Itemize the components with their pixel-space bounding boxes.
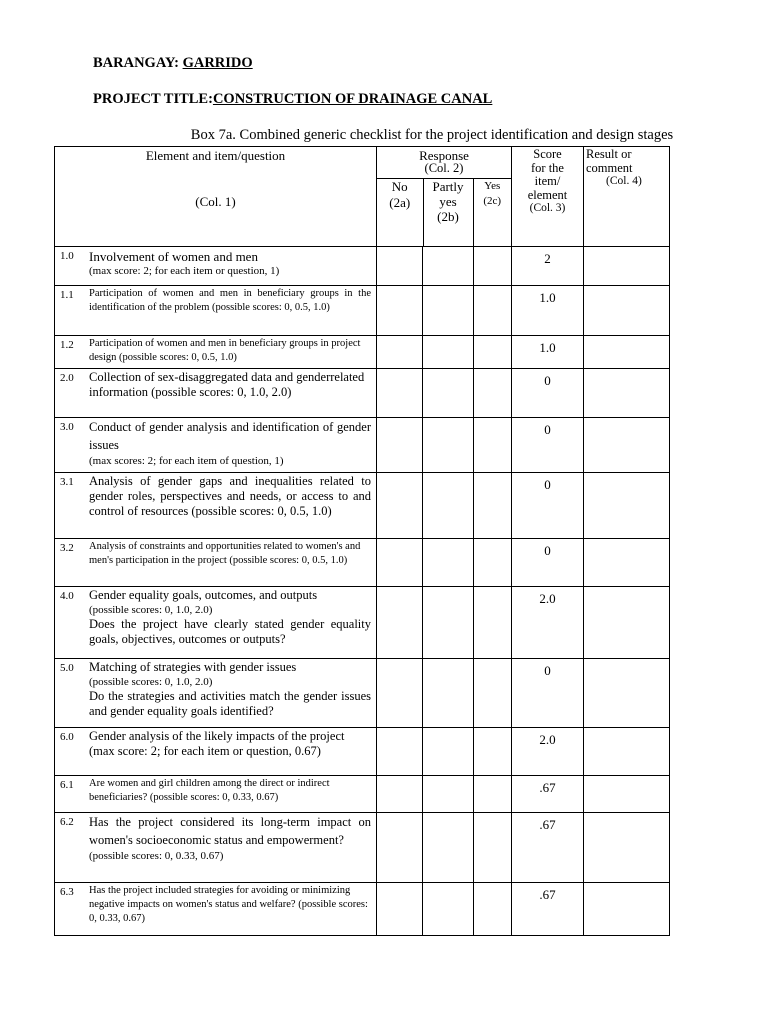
yes-cell (473, 285, 511, 335)
comment-cell (584, 417, 670, 472)
yes-cell (473, 586, 511, 658)
element-cell: 3.0 Conduct of gender analysis and identification of gender issues (max scores: 2; for each item of question, 1) (55, 417, 377, 472)
comment-cell (584, 368, 670, 417)
score-cell: 2.0 (512, 586, 584, 658)
yes-cell (473, 472, 511, 538)
element-cell: 6.3 Has the project included strategies for avoiding or minimizing negative impacts on women's status and welfare? (possible scores: 0, 0.33, 0.67) (55, 882, 377, 935)
no-cell (377, 285, 423, 335)
comment-cell (584, 335, 670, 368)
table-row (55, 658, 670, 727)
score-cell: .67 (512, 775, 584, 812)
yes-cell (473, 335, 511, 368)
table-row (55, 335, 670, 368)
table-row (55, 812, 670, 882)
table-row (55, 246, 670, 285)
partly-cell (423, 335, 473, 368)
comment-cell (584, 246, 670, 285)
no-cell (377, 775, 423, 812)
col2-label: (Col. 2) (424, 161, 464, 175)
score-cell: 2.0 (512, 727, 584, 775)
project-title-label: PROJECT TITLE: (93, 91, 213, 107)
table-row (55, 727, 670, 775)
element-cell: 5.0 Matching of strategies with gender issues (possible scores: 0, 1.0, 2.0) Do the strategies and activities match the gender issues and gender equality goals identified? (55, 658, 377, 727)
partly-cell (423, 882, 473, 935)
yes-cell (473, 658, 511, 727)
yes-cell (473, 246, 511, 285)
checklist-table (54, 146, 670, 936)
element-cell: 1.0 Involvement of women and men (max score: 2; for each item or question, 1) (55, 246, 377, 285)
comment-cell (584, 727, 670, 775)
element-header-text: Element and item/question (145, 148, 286, 163)
no-cell (377, 727, 423, 775)
element-cell: 2.0 Collection of sex-disaggregated data and genderrelated information (possible scores: 0, 1.0, 2.0) (55, 368, 377, 417)
table-row (55, 775, 670, 812)
score-cell: 0 (512, 417, 584, 472)
partly-cell (423, 727, 473, 775)
project-title-line (93, 91, 492, 108)
yes-cell (473, 882, 511, 935)
score-cell: 1.0 (512, 335, 584, 368)
partly-cell (423, 775, 473, 812)
response-header-text: Response (419, 148, 469, 163)
table-row (55, 417, 670, 472)
no-cell (377, 812, 423, 882)
partly-cell (423, 285, 473, 335)
table-row (55, 472, 670, 538)
table-row (55, 538, 670, 586)
col1-label: (Col. 1) (195, 194, 236, 209)
element-cell: 3.1 Analysis of gender gaps and inequalities related to gender roles, perspectives and needs, or access to and control of resources (possible scores: 0, 0.5, 1.0) (55, 472, 377, 538)
score-cell: 0 (512, 368, 584, 417)
score-cell: 0 (512, 472, 584, 538)
partly-cell (423, 246, 473, 285)
table-row (55, 882, 670, 935)
score-cell: 0 (512, 658, 584, 727)
project-title-value: CONSTRUCTION OF DRAINAGE CANAL (212, 91, 493, 107)
element-cell: 1.1 Participation of women and men in beneficiary groups in the identification of the problem (possible scores: 0, 0.5, 1.0) (55, 285, 377, 335)
no-cell (377, 417, 423, 472)
comment-cell (584, 882, 670, 935)
comment-cell (584, 658, 670, 727)
no-cell (377, 246, 423, 285)
no-cell (377, 586, 423, 658)
score-cell: 0 (512, 538, 584, 586)
element-cell: 3.2 Analysis of constraints and opportunities related to women's and men's participation in the project (possible scores: 0, 0.5, 1.0) (55, 538, 377, 586)
no-cell (377, 658, 423, 727)
table-header-row (55, 147, 670, 247)
comment-cell (584, 472, 670, 538)
yes-cell (473, 812, 511, 882)
comment-cell (584, 538, 670, 586)
partly-cell (423, 812, 473, 882)
yes-cell (473, 538, 511, 586)
partly-cell (423, 586, 473, 658)
comment-cell (584, 775, 670, 812)
barangay-label: BARANGAY: (93, 55, 183, 71)
no-cell (377, 368, 423, 417)
response-column-header (377, 147, 512, 247)
score-cell: 2 (512, 246, 584, 285)
no-cell (377, 335, 423, 368)
no-subheader: No (2a) (377, 179, 423, 246)
score-cell: 1.0 (512, 285, 584, 335)
score-cell: .67 (512, 812, 584, 882)
partly-yes-subheader: Partly yes (2b) (423, 179, 473, 246)
partly-cell (423, 658, 473, 727)
partly-cell (423, 417, 473, 472)
partly-cell (423, 472, 473, 538)
yes-cell (473, 368, 511, 417)
caption-text: Box 7a. Combined generic checklist for the project identification and design stages (190, 127, 674, 143)
partly-cell (423, 538, 473, 586)
yes-cell (473, 775, 511, 812)
comment-cell (584, 812, 670, 882)
element-cell: 6.2 Has the project considered its long-term impact on women's socioeconomic status and empowerment? (possible scores: 0, 0.33, 0.67) (55, 812, 377, 882)
box-caption (0, 127, 768, 144)
partly-cell (423, 368, 473, 417)
element-cell: 4.0 Gender equality goals, outcomes, and outputs (possible scores: 0, 1.0, 2.0) Does the project have clearly stated gender equality goals, objectives, outcomes or outputs? (55, 586, 377, 658)
element-column-header (55, 147, 377, 247)
table-row (55, 586, 670, 658)
element-cell: 1.2 Participation of women and men in beneficiary groups in project design (possible scores: 0, 0.5, 1.0) (55, 335, 377, 368)
yes-cell (473, 727, 511, 775)
barangay-value: GARRIDO (182, 55, 253, 71)
element-cell: 6.0 Gender analysis of the likely impacts of the project (max score: 2; for each item or question, 0.67) (55, 727, 377, 775)
comment-cell (584, 586, 670, 658)
comment-cell (584, 285, 670, 335)
score-cell: .67 (512, 882, 584, 935)
barangay-line (93, 55, 253, 72)
table-row (55, 368, 670, 417)
yes-subheader: Yes (2c) (473, 179, 511, 246)
yes-cell (473, 417, 511, 472)
response-subheaders (377, 178, 511, 246)
element-cell: 6.1 Are women and girl children among the direct or indirect beneficiaries? (possible scores: 0, 0.33, 0.67) (55, 775, 377, 812)
no-cell (377, 882, 423, 935)
table-row (55, 285, 670, 335)
no-cell (377, 472, 423, 538)
result-column-header: Result or comment (Col. 4) (584, 147, 670, 247)
score-column-header: Score for the item/ element (Col. 3) (512, 147, 584, 247)
no-cell (377, 538, 423, 586)
